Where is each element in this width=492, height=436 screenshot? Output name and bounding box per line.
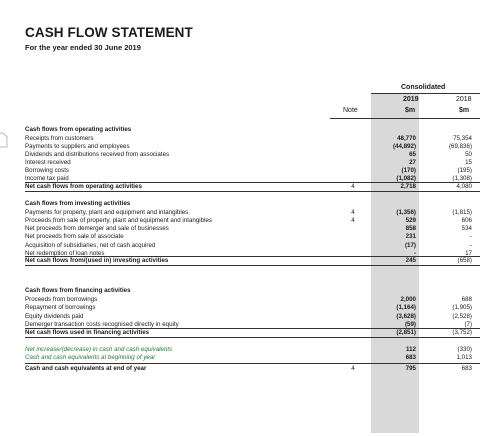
- row-value-2019: 27: [409, 159, 416, 166]
- row-value-2019: 858: [405, 225, 416, 232]
- table-row: [25, 256, 480, 266]
- row-value-2019: (17): [404, 242, 416, 249]
- row-value-2019: -: [413, 250, 416, 257]
- table-row: [25, 199, 480, 208]
- row-note: 4: [351, 183, 355, 190]
- row-value-2018: 688: [461, 296, 472, 303]
- row-label: Acquisition of subsidiaries, net of cash acquired: [25, 242, 156, 249]
- row-value-2018: (69,836): [448, 143, 472, 150]
- row-label: Cash flows from operating activities: [25, 126, 132, 133]
- row-label: Cash and cash equivalents at beginning of year: [25, 354, 156, 361]
- row-value-2019: (1,164): [396, 304, 416, 311]
- row-value-2018: (1,815): [452, 209, 472, 216]
- page-title: CASH FLOW STATEMENT: [25, 25, 193, 40]
- row-label: Net cash flows from operating activities: [25, 183, 142, 190]
- row-label: Net increase/(decrease) in cash and cash equivalents: [25, 346, 173, 353]
- row-label: Net proceeds from sale of associate: [25, 233, 124, 240]
- table-row: [25, 286, 480, 295]
- table-row: [25, 232, 480, 241]
- row-value-2018: (3,752): [452, 329, 472, 336]
- row-value-2018: 1,013: [456, 354, 472, 361]
- row-label: Cash flows from investing activities: [25, 200, 131, 207]
- page-subtitle: For the year ended 30 June 2019: [25, 43, 141, 52]
- row-label: Payments to suppliers and employees: [25, 143, 130, 150]
- row-label: Equity dividends paid: [25, 313, 84, 320]
- row-note: 4: [351, 217, 355, 224]
- row-value-2018: -: [469, 242, 472, 249]
- row-label: Repayment of borrowings: [25, 304, 96, 311]
- row-value-2018: -: [469, 233, 472, 240]
- row-value-2019: (1,082): [396, 175, 416, 182]
- column-header-rule: [330, 118, 480, 119]
- table-row: [25, 182, 480, 192]
- row-value-2019: (59): [404, 321, 416, 328]
- row-label: Proceeds from borrowings: [25, 296, 98, 303]
- row-value-2019: (44,892): [392, 143, 416, 150]
- row-value-2019: 2,718: [400, 183, 416, 190]
- year-2019-header: 2019: [403, 96, 419, 103]
- row-label: Net cash flows from/(used in) investing activities: [25, 257, 169, 264]
- table-row: [25, 328, 480, 338]
- row-value-2019: (3,628): [396, 313, 416, 320]
- row-label: Cash and cash equivalents at end of year: [25, 365, 147, 372]
- row-value-2018: 606: [461, 217, 472, 224]
- row-value-2018: 17: [465, 250, 472, 257]
- row-value-2018: (2,528): [452, 313, 472, 320]
- row-value-2018: 15: [465, 159, 472, 166]
- row-label: Cash flows from financing activities: [25, 287, 131, 294]
- row-value-2019: (170): [401, 167, 416, 174]
- row-value-2018: (7): [464, 321, 472, 328]
- row-label: Net cash flows used in financing activities: [25, 329, 150, 336]
- consolidated-header-rule: [371, 93, 480, 94]
- row-label: Dividends and distributions received from associates: [25, 151, 170, 158]
- row-value-2018: (195): [457, 167, 472, 174]
- row-value-2018: 683: [461, 365, 472, 372]
- note-header: Note: [343, 107, 358, 114]
- table-row: [25, 125, 480, 134]
- unit-2018-header: $m: [459, 107, 470, 114]
- row-value-2019: 795: [405, 365, 416, 372]
- row-value-2018: 4,080: [456, 183, 472, 190]
- unit-2019-header: $m: [405, 107, 416, 114]
- row-value-2019: 2,000: [400, 296, 416, 303]
- table-row: [25, 363, 480, 373]
- row-value-2019: 231: [405, 233, 416, 240]
- row-label: Net proceeds from demerger and sale of businesses: [25, 225, 169, 232]
- row-value-2019: (1,356): [396, 209, 416, 216]
- row-value-2018: 50: [465, 151, 472, 158]
- row-label: Receipts from customers: [25, 135, 94, 142]
- row-value-2018: (1,905): [452, 304, 472, 311]
- row-note: 4: [351, 365, 355, 372]
- row-value-2019: 65: [409, 151, 416, 158]
- row-value-2018: (658): [457, 257, 472, 264]
- row-label: Proceeds from sale of property, plant and equipment and intangibles: [25, 217, 212, 224]
- row-value-2018: (330): [457, 346, 472, 353]
- row-label: Income tax paid: [25, 175, 69, 182]
- row-value-2018: 75,354: [453, 135, 472, 142]
- table-row: [25, 353, 480, 362]
- row-value-2019: (2,851): [396, 329, 416, 336]
- row-label: Net redemption of loan notes: [25, 250, 105, 257]
- row-label: Interest received: [25, 159, 71, 166]
- row-value-2019: 529: [405, 217, 416, 224]
- row-note: 4: [351, 209, 355, 216]
- row-value-2018: 534: [461, 225, 472, 232]
- row-label: Payments for property, plant and equipment and intangibles: [25, 209, 189, 216]
- row-value-2019: 112: [406, 346, 416, 353]
- consolidated-header: Consolidated: [401, 84, 446, 91]
- row-value-2018: (1,308): [452, 175, 472, 182]
- row-value-2019: 48,770: [397, 135, 416, 142]
- row-value-2019: 245: [405, 257, 416, 264]
- row-label: Demerger transaction costs recognised directly in equity: [25, 321, 179, 328]
- row-value-2019: 683: [405, 354, 416, 361]
- page-curl-icon: [0, 131, 8, 149]
- year-2018-header: 2018: [456, 96, 472, 103]
- row-label: Borrowing costs: [25, 167, 70, 174]
- table-row: [25, 303, 480, 312]
